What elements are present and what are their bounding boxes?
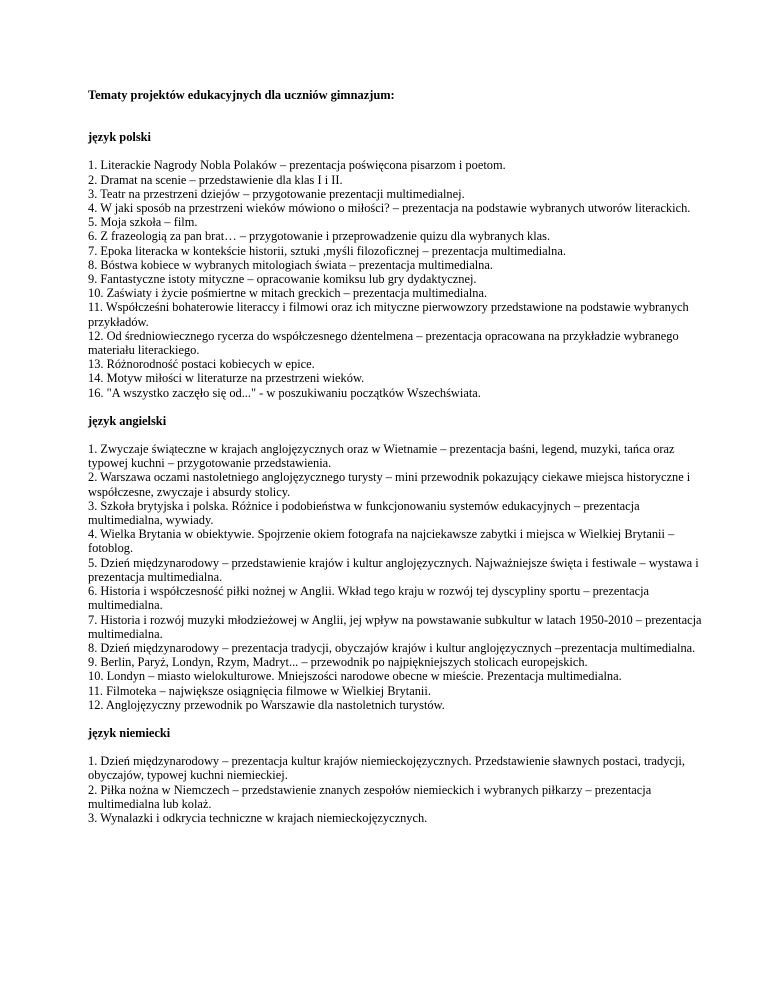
list-item: 10. Zaświaty i życie pośmiertne w mitach greckich – prezentacja multimedialna. [88,286,488,301]
section-heading: język polski [88,130,151,145]
list-item: 11. Współcześni bohaterowie literaccy i filmowi oraz ich mityczne pierwowzory przedstawione na podstawie wybranych przykładów. [88,300,689,329]
list-item: 1. Literackie Nagrody Nobla Polaków – prezentacja poświęcona pisarzom i poetom. [88,158,506,173]
section-polish [88,130,708,400]
topic-list [88,158,708,399]
list-item: 3. Wynalazki i odkrycia techniczne w krajach niemieckojęzycznych. [88,810,428,825]
list-item: 6. Historia i współczesność piłki nożnej w Anglii. Wkład tego kraju w rozwój tej dyscypliny sportu – prezentacja multimedialna. [88,584,650,613]
list-item: 7. Epoka literacka w kontekście historii, sztuki ,myśli filozoficznej – prezentacja multimedialna. [88,243,566,258]
section-english [88,414,708,712]
list-item: 12. Anglojęzyczny przewodnik po Warszawie dla nastoletnich turystów. [88,697,445,712]
list-item: 1. Zwyczaje świąteczne w krajach anglojęzycznych oraz w Wietnamie – prezentacja baśni, legend, muzyki, tańca oraz typowej kuchni – przygotowanie przedstawienia. [88,442,675,471]
list-item: 9. Fantastyczne istoty mityczne – opracowanie komiksu lub gry dydaktycznej. [88,272,477,287]
list-item: 8. Dzień międzynarodowy – prezentacja tradycji, obyczajów krajów i kultur anglojęzycznych –prezentacja multimedialna. [88,640,696,655]
list-item: 7. Historia i rozwój muzyki młodzieżowej w Anglii, jej wpływ na powstawanie subkultur w latach 1950-2010 – prezentacja multimedialna. [88,612,702,641]
list-item: 1. Dzień międzynarodowy – prezentacja kultur krajów niemieckojęzycznych. Przedstawienie sławnych postaci, tradycji, obyczajów, typowej kuchni niemieckiej. [88,754,685,783]
list-item: 5. Dzień międzynarodowy – przedstawienie krajów i kultur anglojęzycznych. Najważniejsze święta i festiwale – wystawa i prezentacja multimedialna. [88,555,699,584]
list-item: 13. Różnorodność postaci kobiecych w epice. [88,357,315,372]
list-item: 4. Wielka Brytania w obiektywie. Spojrzenie okiem fotografa na najciekawsze zabytki i miejsca w Wielkiej Brytanii – fotoblog. [88,527,675,556]
list-item: 11. Filmoteka – największe osiągnięcia filmowe w Wielkiej Brytanii. [88,683,431,698]
list-item: 5. Moja szkoła – film. [88,215,198,230]
document-title: Tematy projektów edukacyjnych dla uczniów gimnazjum: [88,88,395,102]
section-german [88,726,708,825]
list-item: 3. Szkoła brytyjska i polska. Różnice i podobieństwa w funkcjonowaniu systemów edukacyjnych – prezentacja multimedialna, wywiady. [88,498,640,528]
list-item: 6. Z frazeologią za pan brat… – przygotowanie i przeprowadzenie quizu dla wybranych klas. [88,229,551,244]
list-item: 14. Motyw miłości w literaturze na przestrzeni wieków. [88,371,365,386]
list-item: 16. "A wszystko zaczęło się od..." - w poszukiwaniu początków Wszechświata. [88,385,481,400]
topic-list [88,442,708,712]
list-item: 12. Od średniowiecznego rycerza do współczesnego dżentelmena – prezentacja opracowana na przykładzie wybranego materiału literackiego. [88,328,679,358]
list-item: 2. Piłka nożna w Niemczech – przedstawienie znanych zespołów niemieckich i wybranych piłkarzy – prezentacja multimedialna lub kolaż. [88,782,652,811]
topic-list [88,754,708,825]
list-item: 4. W jaki sposób na przestrzeni wieków mówiono o miłości? – prezentacja na podstawie wybranych utworów literackich. [88,201,691,216]
list-item: 3. Teatr na przestrzeni dziejów – przygotowanie prezentacji multimedialnej. [88,186,465,201]
list-item: 8. Bóstwa kobiece w wybranych mitologiach świata – prezentacja multimedialna. [88,257,493,272]
section-heading: język niemiecki [88,725,171,740]
section-heading: język angielski [88,413,167,428]
list-item: 10. Londyn – miasto wielokulturowe. Mniejszości narodowe obecne w mieście. Prezentacja multimedialna. [88,669,622,684]
list-item: 9. Berlin, Paryż, Londyn, Rzym, Madryt... – przewodnik po najpiękniejszych stolicach europejskich. [88,655,588,670]
list-item: 2. Dramat na scenie – przedstawienie dla klas I i II. [88,172,343,187]
list-item: 2. Warszawa oczami nastoletniego anglojęzycznego turysty – mini przewodnik pokazujący ciekawe miejsca historyczne i współczesne, zwyczaje i absurdy stolicy. [88,470,691,499]
